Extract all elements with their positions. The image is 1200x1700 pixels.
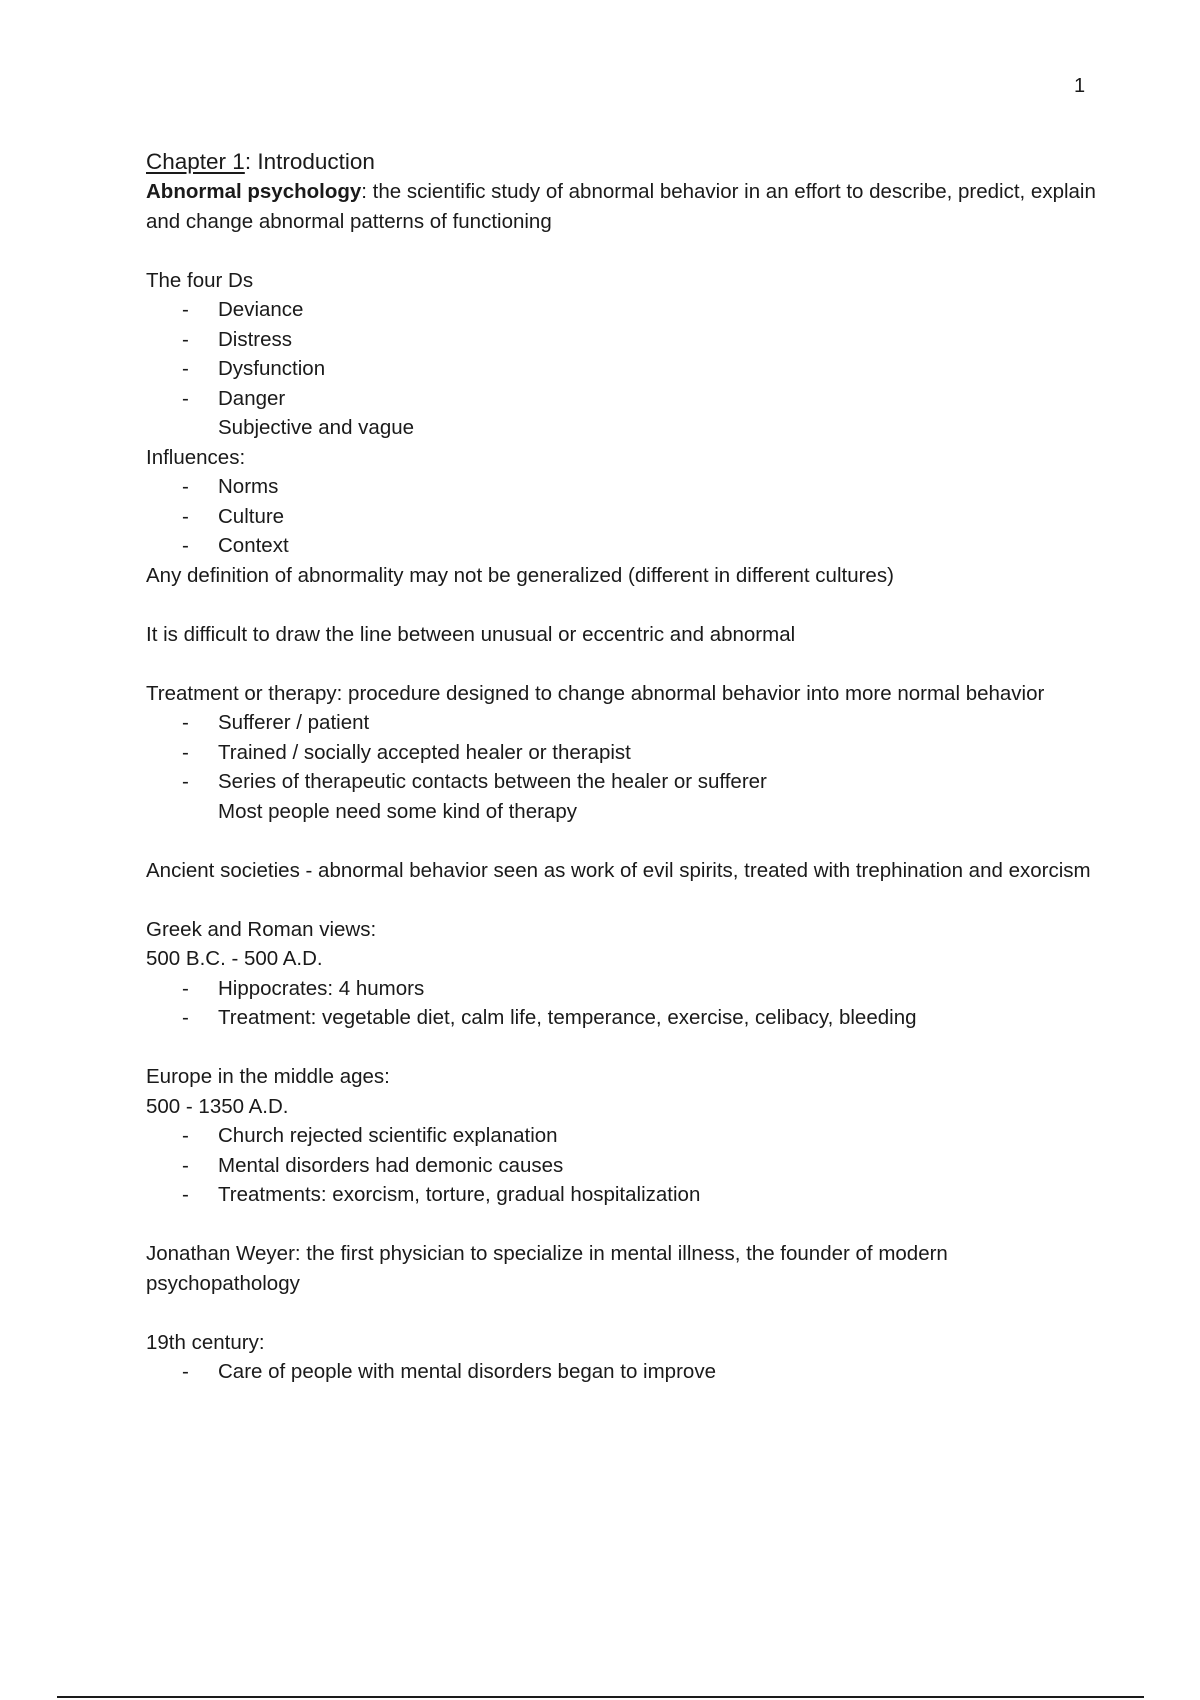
spacer: [146, 236, 1096, 266]
list-item: - Treatment: vegetable diet, calm life, temperance, exercise, celibacy, bleeding: [146, 1003, 1096, 1033]
definition-term: Abnormal psychology: [146, 180, 362, 203]
chapter-title: Introduction: [257, 149, 375, 174]
treatment-note: Most people need some kind of therapy: [218, 799, 577, 823]
list-item: - Norms: [146, 472, 1096, 502]
spacer: [146, 885, 1096, 915]
list-item: - Context: [146, 531, 1096, 561]
list-item: - Danger: [146, 384, 1096, 414]
list-item: - Hippocrates: 4 humors: [146, 974, 1096, 1004]
spacer: [146, 590, 1096, 620]
influences-list: [146, 472, 1096, 561]
middle-ages-dates: 500 - 1350 A.D.: [146, 1094, 289, 1118]
list-item: - Series of therapeutic contacts between the healer or sufferer: [146, 767, 1096, 797]
ancient-paragraph: Ancient societies - abnormal behavior seen as work of evil spirits, treated with trephination and exorcism: [146, 858, 1091, 882]
list-item: - Treatments: exorcism, torture, gradual hospitalization: [146, 1180, 1096, 1210]
chapter-heading: [146, 146, 1096, 177]
list-item: - Trained / socially accepted healer or therapist: [146, 738, 1096, 768]
chapter-separator: :: [244, 149, 258, 174]
list-item: - Dysfunction: [146, 354, 1096, 384]
list-item: - Distress: [146, 325, 1096, 355]
spacer: [146, 826, 1096, 856]
weyer-paragraph: Jonathan Weyer: the first physician to specialize in mental illness, the founder of modern psychopathology: [146, 1242, 948, 1295]
four-ds-heading: The four Ds: [146, 268, 254, 292]
chapter-label: Chapter 1: [146, 149, 245, 174]
treatment-heading: Treatment or therapy: procedure designed to change abnormal behavior into more normal behavior: [146, 681, 1045, 705]
list-item: - Church rejected scientific explanation: [146, 1121, 1096, 1151]
greek-roman-heading: Greek and Roman views:: [146, 917, 377, 941]
list-item: - Deviance: [146, 295, 1096, 325]
greek-roman-dates: 500 B.C. - 500 A.D.: [146, 947, 323, 970]
definition-text: : the scientific study of abnormal behavior in an effort to describe, predict, explain and change abnormal patterns of functioning: [146, 180, 1096, 233]
nineteenth-heading: 19th century:: [146, 1330, 265, 1354]
spacer: [146, 1298, 1096, 1328]
line-drawing-paragraph: It is difficult to draw the line between unusual or eccentric and abnormal: [146, 622, 796, 646]
generalization-paragraph: Any definition of abnormality may not be generalized (different in different cultures): [146, 563, 894, 587]
list-item: - Mental disorders had demonic causes: [146, 1151, 1096, 1181]
spacer: [146, 1210, 1096, 1240]
four-ds-list: [146, 295, 1096, 413]
middle-ages-list: [146, 1121, 1096, 1210]
four-ds-note: Subjective and vague: [218, 416, 415, 439]
treatment-list: [146, 708, 1096, 797]
list-item: - Culture: [146, 502, 1096, 532]
footer-divider: [57, 1696, 1144, 1698]
greek-roman-list: [146, 974, 1096, 1033]
influences-heading: Influences:: [146, 445, 246, 469]
document-body: [146, 146, 1096, 1387]
middle-ages-heading: Europe in the middle ages:: [146, 1065, 390, 1088]
definition-paragraph: [146, 177, 1096, 236]
list-item: - Care of people with mental disorders began to improve: [146, 1357, 1096, 1387]
spacer: [146, 649, 1096, 679]
page-number: 1: [1074, 75, 1086, 97]
nineteenth-list: [146, 1357, 1096, 1387]
list-item: - Sufferer / patient: [146, 708, 1096, 738]
spacer: [146, 1033, 1096, 1063]
